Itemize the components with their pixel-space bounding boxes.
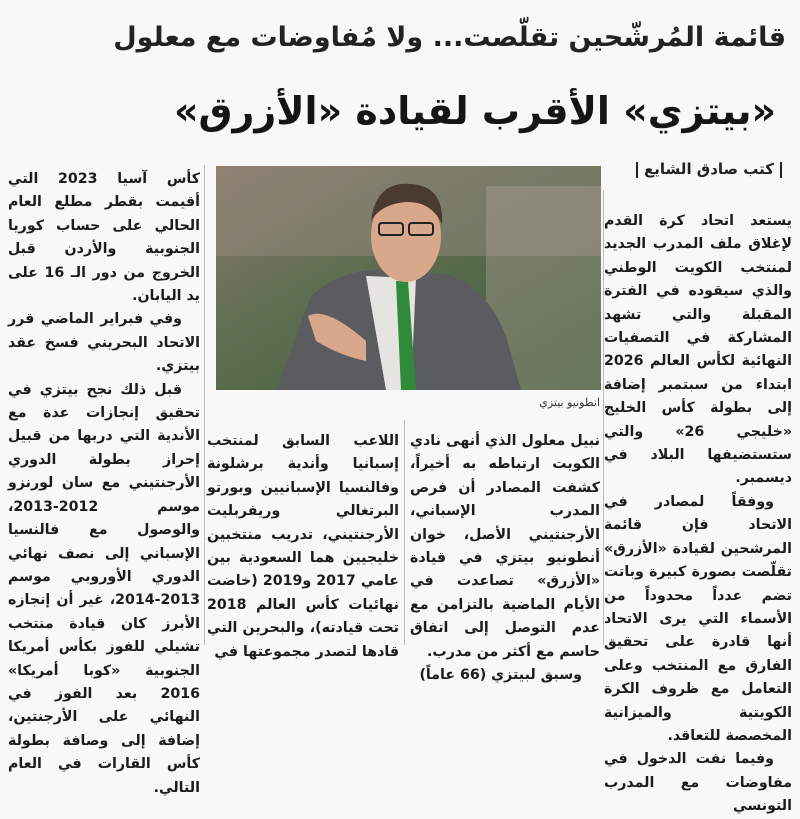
byline-text: كتب صادق الشايع (644, 160, 774, 178)
column-divider (404, 420, 405, 645)
photo-caption: انطونيو بيتزي (539, 396, 600, 409)
paragraph: وفي فبراير الماضي قرر الاتحاد البحريني فسخ عقد بيتزي. (8, 311, 200, 375)
paragraph: يستعد اتحاد كرة القدم لإغلاق ملف المدرب الجديد لمنتخب الكويت الوطني والذي سيقوده في الفترة المقبلة والتي تشهد المشاركة في التصفيات النهائية لكأس العالم 2026 ابتداء من سبتمبر إضافة إلى بطولة كأس الخليج «خليجي 26» والتي ستستضيفها البلاد في ديسمبر. (604, 213, 792, 487)
byline-divider (780, 162, 782, 178)
coach-photo (216, 166, 601, 390)
article-column-mid-right (410, 430, 600, 687)
paragraph: ووفقاً لمصادر في الاتحاد فإن قائمة المرشحين لقيادة «الأزرق» تقلّصت بصورة كبيرة وباتت تضم عدداً محدوداً من الأسماء التي يرى الاتحاد أنها قادرة على تحقيق الفارق مع المنتخب وعلى التعامل مع ظروف الكرة الكويتية والميزانية المخصصة للتعاقد. (604, 493, 792, 744)
kicker-subheadline: قائمة المُرشّحين تقلّصت... ولا مُفاوضات مع معلول (113, 22, 786, 53)
column-divider (204, 165, 205, 645)
paragraph: وفيما نفت الدخول في مفاوضات مع المدرب التونسي (604, 751, 792, 815)
byline-divider (636, 162, 638, 178)
paragraph: نبيل معلول الذي أنهى نادي الكويت ارتباطه به أخيراً، كشفت المصادر أن فرص المدرب الإسباني، الأرجنتيني الأصل، خوان أنطونيو بيتزي في قيادة «الأزرق» تصاعدت في الأيام الماضية بالتزامن مع عدم التوصل إلى اتفاق حاسم مع أكثر من مدرب. (410, 433, 600, 660)
paragraph: قبل ذلك نجح بيتزي في تحقيق إنجازات عدة مع الأندية التي دربها من قبيل إحراز بطولة الدوري الأرجنتيني مع سان لورنزو موسم 2012-2013، والوصول مع فالنسيا الإسباني إلى نصف نهائي الدوري الأوروبي موسم 2013-2014، غير أن إنجازه الأبرز كان قيادة منتخب تشيلي للفوز بكأس أمريكا الجنوبية «كوبا أمريكا» 2016 بعد الفوز في النهائي على الأرجنتين، إضافة إلى وصافة بطولة كأس القارات في العام التالي. (8, 381, 200, 796)
article-column-right (604, 210, 792, 819)
article-column-left (8, 168, 200, 800)
coach-photo-image (216, 166, 601, 390)
paragraph: كأس آسيا 2023 التي أقيمت بقطر مطلع العام الحالي على حساب كوريا الجنوبية والأردن قبل الخروج من دور الـ 16 على يد اليابان. (8, 171, 200, 305)
byline (603, 160, 788, 178)
headline: «بيتزي» الأقرب لقيادة «الأزرق» (173, 89, 777, 133)
article-column-mid-left (207, 430, 399, 664)
paragraph: وسبق لبيتزي (66 عاماً) (419, 667, 582, 684)
paragraph: اللاعب السابق لمنتخب إسبانيا وأندية برشلونة وفالنسيا الإسبانيين وبورتو البرتغالي وريفربليت الأرجنتيني، تدريب منتخبين خليجيين هما السعودية بين عامي 2017 و2019 (خاضت نهائيات كأس العالم 2018 تحت قيادته)، والبحرين التي قادها لتصدر مجموعتها في (207, 433, 399, 660)
